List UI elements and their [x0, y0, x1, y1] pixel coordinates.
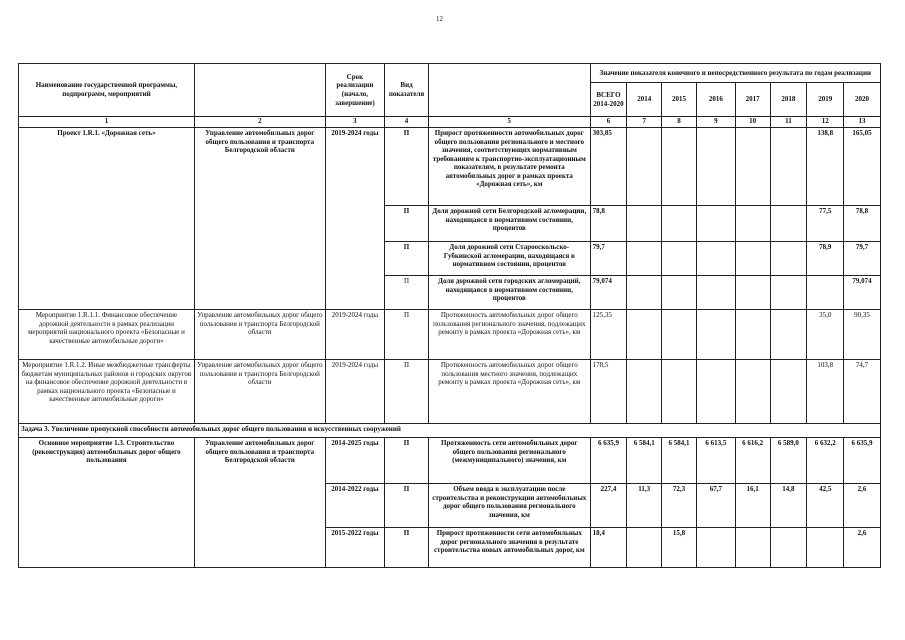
value-cell	[696, 128, 735, 206]
value-cell	[807, 276, 844, 310]
task-row	[19, 424, 881, 438]
header-year: 2019	[807, 83, 844, 117]
value-cell	[662, 206, 697, 242]
task-title: Задача 3. Увеличение пропускной способности автомобильных дорог общего пользования и искусственных сооружений	[19, 424, 881, 438]
measure-name: Мероприятие 1.R.1.2. Иные межбюджетные трансферты бюджетам муниципальных районов и городских округов на финансовое обеспечение дорожной деятельности в рамках национального проекта «Безопасные и качественные автомобильные дороги»	[19, 360, 195, 424]
col-index: 2	[194, 117, 325, 128]
main-measure-name: Основное мероприятие 1.3. Строительство (реконструкция) автомобильных дорог общего пользования	[19, 438, 195, 568]
value-cell: 79,074	[844, 276, 881, 310]
header-year: 2016	[696, 83, 735, 117]
header-total: ВСЕГО 2014-2020	[590, 83, 627, 117]
header-org	[194, 64, 325, 117]
header-row-1	[19, 64, 881, 83]
value-cell: 67,7	[696, 484, 735, 528]
measure-row-2	[19, 360, 881, 424]
value-cell	[735, 242, 770, 276]
value-cell	[662, 242, 697, 276]
indicator-text: Протяженность сети автомобильных дорог общего пользования регионального (межмуниципального) значения, км	[429, 438, 591, 484]
page-number: 12	[436, 15, 443, 23]
value-cell	[627, 310, 662, 360]
header-name: Наименование государственной программы, подпрограмм, мероприятий	[19, 64, 195, 117]
indicator-text: Объем ввода в эксплуатацию после строительства и реконструкции автомобильных дорог общего пользования регионального значения, км	[429, 484, 591, 528]
header-term: Срок реализации (начало, завершение)	[325, 64, 384, 117]
indicator-type: П	[385, 310, 429, 360]
main-measure-term: 2015-2022 годы	[325, 528, 384, 568]
value-cell: 6 589,0	[770, 438, 807, 484]
value-total: 18,4	[590, 528, 627, 568]
value-total: 78,8	[590, 206, 627, 242]
indicator-text: Доля дорожной сети городских агломераций, находящаяся в нормативном состоянии, процентов	[429, 276, 591, 310]
value-cell	[735, 360, 770, 424]
indicator-type: П	[385, 276, 429, 310]
value-cell: 79,7	[844, 242, 881, 276]
col-index: 1	[19, 117, 195, 128]
header-year: 2018	[770, 83, 807, 117]
value-cell: 11,3	[627, 484, 662, 528]
value-cell	[770, 360, 807, 424]
value-cell: 2,6	[844, 484, 881, 528]
value-cell: 72,3	[662, 484, 697, 528]
value-cell: 138,8	[807, 128, 844, 206]
indicator-text: Прирост протяженности сети автомобильных дорог регионального значения в результате строительства новых автомобильных дорог, км	[429, 528, 591, 568]
indicator-text: Доля дорожной сети Белгородской агломерации, находящаяся в нормативном состоянии, процентов	[429, 206, 591, 242]
project-org: Управление автомобильных дорог общего пользования и транспорта Белгородской области	[194, 128, 325, 310]
value-cell: 6 632,2	[807, 438, 844, 484]
value-cell: 90,35	[844, 310, 881, 360]
value-cell	[735, 528, 770, 568]
value-cell: 77,5	[807, 206, 844, 242]
value-cell: 2,6	[844, 528, 881, 568]
indicator-type: П	[385, 206, 429, 242]
value-cell	[696, 310, 735, 360]
value-cell	[770, 242, 807, 276]
col-index: 8	[662, 117, 697, 128]
col-index: 11	[770, 117, 807, 128]
indicator-type: П	[385, 242, 429, 276]
value-cell: 14,8	[770, 484, 807, 528]
indicator-type: П	[385, 128, 429, 206]
value-cell: 35,0	[807, 310, 844, 360]
header-year: 2015	[662, 83, 697, 117]
col-index: 13	[844, 117, 881, 128]
value-total: 125,35	[590, 310, 627, 360]
value-cell: 6 584,1	[662, 438, 697, 484]
indicator-type: П	[385, 438, 429, 484]
measure-org: Управление автомобильных дорог общего пользования и транспорта Белгородской области	[194, 360, 325, 424]
column-index-row	[19, 117, 881, 128]
value-cell: 165,05	[844, 128, 881, 206]
value-cell	[627, 242, 662, 276]
indicator-type: П	[385, 528, 429, 568]
project-name: Проект 1.R.1. «Дорожная сеть»	[19, 128, 195, 310]
value-cell	[696, 528, 735, 568]
main-measure-org: Управление автомобильных дорог общего пользования и транспорта Белгородской области	[194, 438, 325, 568]
value-total: 79,7	[590, 242, 627, 276]
col-index: 9	[696, 117, 735, 128]
main-measure-term: 2014-2025 годы	[325, 438, 384, 484]
value-total: 79,074	[590, 276, 627, 310]
col-index: 4	[385, 117, 429, 128]
main-measure-row-1	[19, 438, 881, 484]
value-cell: 103,8	[807, 360, 844, 424]
value-cell	[662, 310, 697, 360]
col-index: 12	[807, 117, 844, 128]
value-cell	[770, 128, 807, 206]
value-cell: 15,8	[662, 528, 697, 568]
indicator-type: П	[385, 360, 429, 424]
value-cell	[735, 310, 770, 360]
value-cell	[696, 276, 735, 310]
value-cell	[627, 206, 662, 242]
measure-row-1	[19, 310, 881, 360]
header-year: 2020	[844, 83, 881, 117]
value-cell	[770, 206, 807, 242]
col-index: 6	[590, 117, 627, 128]
col-index: 3	[325, 117, 384, 128]
value-cell	[770, 276, 807, 310]
indicator-text: Протяженность автомобильных дорог общего пользования местного значения, подлежащих ремонту в рамках проекта «Дорожная сеть», км	[429, 360, 591, 424]
value-cell: 78,8	[844, 206, 881, 242]
value-cell: 78,9	[807, 242, 844, 276]
value-cell	[627, 276, 662, 310]
value-total: 303,85	[590, 128, 627, 206]
col-index: 7	[627, 117, 662, 128]
indicators-table	[18, 63, 881, 568]
col-index: 10	[735, 117, 770, 128]
measure-name: Мероприятие 1.R.1.1. Финансовое обеспечение дорожной деятельности в рамках реализации мероприятий национального проекта «Безопасные и качественные автомобильные дороги»	[19, 310, 195, 360]
value-cell	[662, 360, 697, 424]
header-type: Вид показателя	[385, 64, 429, 117]
value-cell: 42,5	[807, 484, 844, 528]
value-cell	[662, 276, 697, 310]
indicator-text: Прирост протяженности автомобильных дорог общего пользования регионального и местного значения, соответствующих нормативным требованиям к транспортно-эксплуатационным показателям, в результате ремонта автомобильных дорог в рамках проекта «Дорожная сеть», км	[429, 128, 591, 206]
value-total: 178,5	[590, 360, 627, 424]
header-year: 2017	[735, 83, 770, 117]
value-cell	[627, 360, 662, 424]
value-cell	[770, 528, 807, 568]
value-cell	[662, 128, 697, 206]
value-cell: 6 635,9	[844, 438, 881, 484]
header-values-title: Значение показателя конечного и непосредственного результата по годам реализации	[590, 64, 880, 83]
value-cell: 16,1	[735, 484, 770, 528]
project-term: 2019-2024 годы	[325, 128, 384, 310]
value-cell: 74,7	[844, 360, 881, 424]
indicator-type: П	[385, 484, 429, 528]
header-indicator	[429, 64, 591, 117]
measure-term: 2019-2024 годы	[325, 310, 384, 360]
value-cell	[627, 528, 662, 568]
header-year: 2014	[627, 83, 662, 117]
value-cell	[807, 528, 844, 568]
main-measure-term: 2014-2022 годы	[325, 484, 384, 528]
value-cell	[696, 206, 735, 242]
col-index: 5	[429, 117, 591, 128]
value-cell	[696, 360, 735, 424]
value-cell	[696, 242, 735, 276]
indicator-text: Протяженность автомобильных дорог общего пользования регионального значения, подлежащих ремонту в рамках проекта «Дорожная сеть», км	[429, 310, 591, 360]
value-total: 227,4	[590, 484, 627, 528]
measure-term: 2019-2024 годы	[325, 360, 384, 424]
value-total: 6 635,9	[590, 438, 627, 484]
value-cell	[735, 128, 770, 206]
value-cell	[735, 206, 770, 242]
value-cell	[627, 128, 662, 206]
value-cell: 6 616,2	[735, 438, 770, 484]
project-row-1	[19, 128, 881, 206]
value-cell: 6 613,5	[696, 438, 735, 484]
value-cell	[735, 276, 770, 310]
measure-org: Управление автомобильных дорог общего пользования и транспорта Белгородской области	[194, 310, 325, 360]
indicator-text: Доля дорожной сети Старооскольско-Губкинской агломерации, находящаяся в нормативном состоянии, процентов	[429, 242, 591, 276]
value-cell: 6 584,1	[627, 438, 662, 484]
value-cell	[770, 310, 807, 360]
